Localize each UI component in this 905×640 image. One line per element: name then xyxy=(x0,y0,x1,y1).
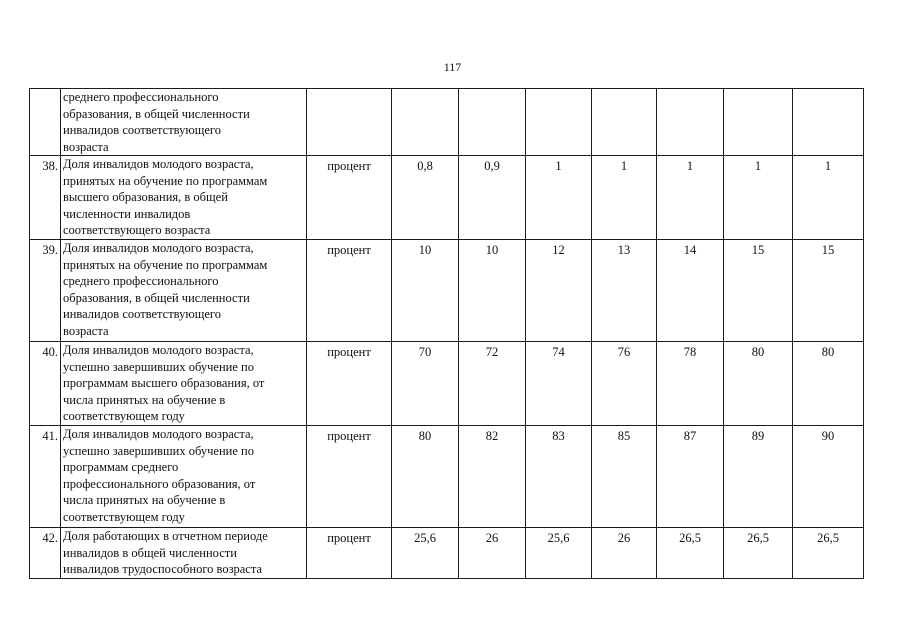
description-line: успешно завершивших обучение по xyxy=(63,359,254,374)
value-cell: 1 xyxy=(526,156,592,240)
table-row xyxy=(30,156,864,240)
indicator-description xyxy=(61,528,307,579)
unit-cell: процент xyxy=(307,528,392,579)
description-line: Доля работающих в отчетном периоде xyxy=(63,529,268,543)
value-cell: 72 xyxy=(459,342,526,426)
value-cell: 80 xyxy=(793,342,864,426)
description-line: соответствующего возраста xyxy=(63,223,211,237)
row-number xyxy=(30,89,61,156)
value-cell: 78 xyxy=(657,342,724,426)
description-line: инвалидов соответствующего xyxy=(63,123,221,137)
unit-cell: процент xyxy=(307,426,392,528)
indicators-table xyxy=(29,88,864,579)
description-line: успешно завершивших обучение по xyxy=(63,443,254,458)
table-row xyxy=(30,528,864,579)
description-line: соответствующем году xyxy=(63,509,185,524)
description-line: профессионального образования, от xyxy=(63,476,256,491)
value-cell: 82 xyxy=(459,426,526,528)
indicator-description xyxy=(61,240,307,342)
value-cell: 74 xyxy=(526,342,592,426)
value-cell: 85 xyxy=(592,426,657,528)
description-line: Доля инвалидов молодого возраста, xyxy=(63,241,254,255)
value-cell: 13 xyxy=(592,240,657,342)
value-cell: 0,9 xyxy=(459,156,526,240)
value-cell: 70 xyxy=(392,342,459,426)
value-cell: 26,5 xyxy=(793,528,864,579)
description-line: образования, в общей численности xyxy=(63,106,250,121)
indicator-description xyxy=(61,156,307,240)
value-cell xyxy=(592,89,657,156)
row-number: 38. xyxy=(30,156,61,240)
description-line: высшего образования, в общей xyxy=(63,190,228,204)
row-number: 41. xyxy=(30,426,61,528)
table-row xyxy=(30,342,864,426)
value-cell: 80 xyxy=(724,342,793,426)
description-line: принятых на обучение по программам xyxy=(63,173,268,188)
description-line: принятых на обучение по программам xyxy=(63,257,268,272)
unit-cell: процент xyxy=(307,156,392,240)
value-cell xyxy=(724,89,793,156)
table-row xyxy=(30,426,864,528)
page-number: 117 xyxy=(443,60,462,74)
unit-cell: процент xyxy=(307,342,392,426)
value-cell: 26,5 xyxy=(657,528,724,579)
value-cell: 90 xyxy=(793,426,864,528)
indicator-description xyxy=(61,426,307,528)
value-cell: 15 xyxy=(724,240,793,342)
value-cell: 10 xyxy=(459,240,526,342)
value-cell: 25,6 xyxy=(526,528,592,579)
description-line: инвалидов трудоспособного возраста xyxy=(63,562,263,576)
description-line: Доля инвалидов молодого возраста, xyxy=(63,343,254,357)
value-cell: 83 xyxy=(526,426,592,528)
value-cell: 26 xyxy=(592,528,657,579)
value-cell: 1 xyxy=(724,156,793,240)
description-line: Доля инвалидов молодого возраста, xyxy=(63,157,254,171)
description-line: Доля инвалидов молодого возраста, xyxy=(63,427,254,441)
unit-cell: процент xyxy=(307,240,392,342)
table-row xyxy=(30,240,864,342)
description-line: инвалидов в общей численности xyxy=(63,545,237,560)
value-cell: 25,6 xyxy=(392,528,459,579)
value-cell: 80 xyxy=(392,426,459,528)
description-line: возраста xyxy=(63,139,109,154)
description-line: числа принятых на обучение в xyxy=(63,392,226,407)
description-line: программам среднего xyxy=(63,460,179,474)
indicator-description xyxy=(61,342,307,426)
value-cell xyxy=(459,89,526,156)
value-cell: 1 xyxy=(793,156,864,240)
value-cell: 14 xyxy=(657,240,724,342)
description-line: числа принятых на обучение в xyxy=(63,493,226,507)
description-line: численности инвалидов xyxy=(63,206,191,221)
value-cell xyxy=(392,89,459,156)
table-row xyxy=(30,89,864,156)
value-cell: 15 xyxy=(793,240,864,342)
unit-cell xyxy=(307,89,392,156)
description-line: среднего профессионального xyxy=(63,274,219,288)
value-cell: 10 xyxy=(392,240,459,342)
table-body xyxy=(30,89,864,579)
description-line: инвалидов соответствующего xyxy=(63,307,221,321)
description-line: образования, в общей численности xyxy=(63,290,250,305)
indicator-description xyxy=(61,89,307,156)
value-cell xyxy=(526,89,592,156)
description-line: соответствующем году xyxy=(63,409,185,423)
value-cell: 1 xyxy=(592,156,657,240)
description-line: программам высшего образования, от xyxy=(63,376,265,390)
value-cell: 26,5 xyxy=(724,528,793,579)
value-cell xyxy=(793,89,864,156)
row-number: 39. xyxy=(30,240,61,342)
value-cell: 0,8 xyxy=(392,156,459,240)
value-cell: 87 xyxy=(657,426,724,528)
value-cell: 12 xyxy=(526,240,592,342)
value-cell: 76 xyxy=(592,342,657,426)
value-cell xyxy=(657,89,724,156)
value-cell: 26 xyxy=(459,528,526,579)
value-cell: 89 xyxy=(724,426,793,528)
description-line: среднего профессионального xyxy=(63,90,219,104)
description-line: возраста xyxy=(63,323,109,338)
value-cell: 1 xyxy=(657,156,724,240)
row-number: 42. xyxy=(30,528,61,579)
row-number: 40. xyxy=(30,342,61,426)
